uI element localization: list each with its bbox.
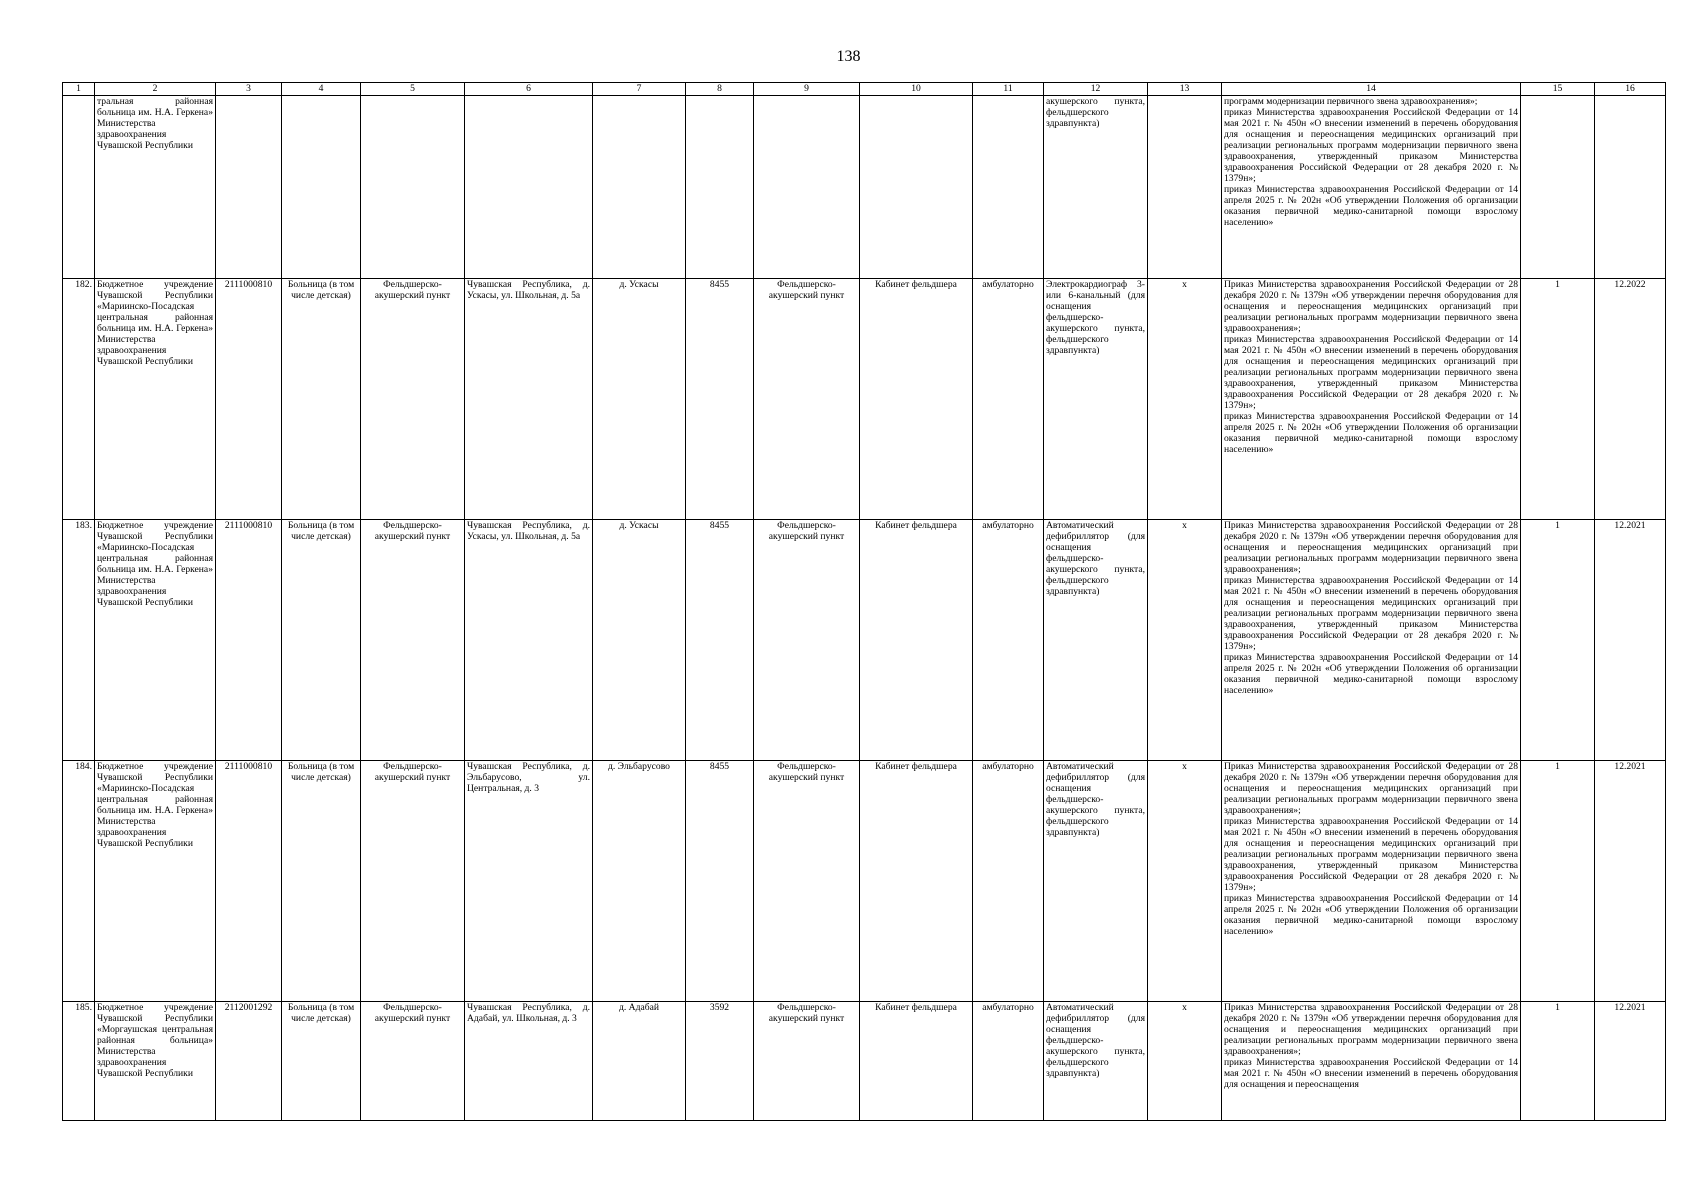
row-number <box>63 96 95 279</box>
equipment-table <box>62 82 1666 1121</box>
legal-basis-cell: программ модернизации первичного звена здравоохранения»; приказ Министерства здравоохранения Российской Федерации от 14 мая 2021 г. № 450н «О внесении изменений в перечень оборудования для оснащения и переоснащения медицинских организаций при реализации региональных программ модернизации первичного звена здравоохранения, утвержденный приказом Министерства здравоохранения Российской Федерации от 28 декабря 2020 г. № 1379н»; приказ Министерства здравоохранения Российской Федерации от 14 апреля 2025 г. № 202н «Об утверждении Положения об организации оказания первичной медико-санитарной помощи взрослому населению» <box>1222 96 1521 279</box>
column-number-4: 4 <box>282 83 361 96</box>
x-cell: х <box>1148 279 1222 520</box>
column-number-5: 5 <box>361 83 465 96</box>
locality-cell: д. Ускасы <box>593 279 686 520</box>
quantity-cell: 1 <box>1521 279 1595 520</box>
legal-basis-cell: Приказ Министерства здравоохранения Российской Федерации от 28 декабря 2020 г. № 1379н «Об утверждении перечня оборудования для оснащения и переоснащения медицинских организаций при реализации региональных программ модернизации первичного звена здравоохранения»; приказ Министерства здравоохранения Российской Федерации от 14 мая 2021 г. № 450н «О внесении изменений в перечень оборудования для оснащения и переоснащения медицинских организаций при реализации региональных программ модернизации первичного звена здравоохранения, утвержденный приказом Министерства здравоохранения Российской Федерации от 28 декабря 2020 г. № 1379н»; приказ Министерства здравоохранения Российской Федерации от 14 апреля 2025 г. № 202н «Об утверждении Положения об организации оказания первичной медико-санитарной помощи взрослому населению» <box>1222 279 1521 520</box>
locality-cell: д. Ускасы <box>593 520 686 761</box>
date-cell: 12.2021 <box>1595 761 1666 1002</box>
equipment-cell: Автоматический дефибриллятор (для оснащения фельдшерско-акушерского пункта, фельдшерского здравпункта) <box>1044 520 1148 761</box>
locality-cell: д. Адабай <box>593 1002 686 1121</box>
room-cell: Кабинет фельдшера <box>860 1002 973 1121</box>
x-cell <box>1148 96 1222 279</box>
subdivision-cell: Фельдшерско-акушерский пункт <box>361 279 465 520</box>
column-number-3: 3 <box>216 83 282 96</box>
column-number-7: 7 <box>593 83 686 96</box>
date-cell <box>1595 96 1666 279</box>
address-cell: Чувашская Республика, д. Ускасы, ул. Школьная, д. 5а <box>465 520 593 761</box>
column-number-16: 16 <box>1595 83 1666 96</box>
column-number-15: 15 <box>1521 83 1595 96</box>
quantity-cell: 1 <box>1521 1002 1595 1121</box>
x-cell: х <box>1148 520 1222 761</box>
org-type-cell <box>282 96 361 279</box>
legal-basis-cell: Приказ Министерства здравоохранения Российской Федерации от 28 декабря 2020 г. № 1379н «Об утверждении перечня оборудования для оснащения и переоснащения медицинских организаций при реализации региональных программ модернизации первичного звена здравоохранения»; приказ Министерства здравоохранения Российской Федерации от 14 мая 2021 г. № 450н «О внесении изменений в перечень оборудования для оснащения и переоснащения <box>1222 1002 1521 1121</box>
date-cell: 12.2022 <box>1595 279 1666 520</box>
row-number: 183. <box>63 520 95 761</box>
organization-cell: Бюджетное учреждение Чувашской Республики «Мариинско-Посадская центральная районная больница им. Н.А. Геркена» Министерства здравоохранения Чувашской Республики <box>95 761 216 1002</box>
room-cell: Кабинет фельдшера <box>860 520 973 761</box>
table-row <box>63 520 1666 761</box>
table-row <box>63 279 1666 520</box>
care-form-cell: амбулаторно <box>973 1002 1044 1121</box>
subdivision-cell: Фельдшерско-акушерский пункт <box>361 520 465 761</box>
inn-cell: 2111000810 <box>216 520 282 761</box>
unit-cell: Фельдшерско-акушерский пункт <box>754 279 860 520</box>
subdivision-cell: Фельдшерско-акушерский пункт <box>361 1002 465 1121</box>
subdivision-cell <box>361 96 465 279</box>
code-cell: 8455 <box>686 279 754 520</box>
organization-cell: Бюджетное учреждение Чувашской Республики «Моргаушская центральная районная больница» Министерства здравоохранения Чувашской Республики <box>95 1002 216 1121</box>
column-number-11: 11 <box>973 83 1044 96</box>
column-number-row <box>63 83 1666 96</box>
room-cell: Кабинет фельдшера <box>860 279 973 520</box>
row-number: 182. <box>63 279 95 520</box>
inn-cell: 2112001292 <box>216 1002 282 1121</box>
quantity-cell: 1 <box>1521 520 1595 761</box>
care-form-cell: амбулаторно <box>973 520 1044 761</box>
unit-cell: Фельдшерско-акушерский пункт <box>754 1002 860 1121</box>
care-form-cell: амбулаторно <box>973 279 1044 520</box>
date-cell: 12.2021 <box>1595 1002 1666 1121</box>
unit-cell: Фельдшерско-акушерский пункт <box>754 761 860 1002</box>
org-type-cell: Больница (в том числе детская) <box>282 279 361 520</box>
date-cell: 12.2021 <box>1595 520 1666 761</box>
address-cell: Чувашская Республика, д. Эльбарусово, ул. Центральная, д. 3 <box>465 761 593 1002</box>
column-number-1: 1 <box>63 83 95 96</box>
row-number: 185. <box>63 1002 95 1121</box>
code-cell: 8455 <box>686 520 754 761</box>
unit-cell: Фельдшерско-акушерский пункт <box>754 520 860 761</box>
room-cell: Кабинет фельдшера <box>860 761 973 1002</box>
inn-cell: 2111000810 <box>216 761 282 1002</box>
unit-cell <box>754 96 860 279</box>
inn-cell <box>216 96 282 279</box>
column-number-10: 10 <box>860 83 973 96</box>
code-cell: 8455 <box>686 761 754 1002</box>
legal-basis-cell: Приказ Министерства здравоохранения Российской Федерации от 28 декабря 2020 г. № 1379н «Об утверждении перечня оборудования для оснащения и переоснащения медицинских организаций при реализации региональных программ модернизации первичного звена здравоохранения»; приказ Министерства здравоохранения Российской Федерации от 14 мая 2021 г. № 450н «О внесении изменений в перечень оборудования для оснащения и переоснащения медицинских организаций при реализации региональных программ модернизации первичного звена здравоохранения, утвержденный приказом Министерства здравоохранения Российской Федерации от 28 декабря 2020 г. № 1379н»; приказ Министерства здравоохранения Российской Федерации от 14 апреля 2025 г. № 202н «Об утверждении Положения об организации оказания первичной медико-санитарной помощи взрослому населению» <box>1222 761 1521 1002</box>
row-number: 184. <box>63 761 95 1002</box>
x-cell: х <box>1148 761 1222 1002</box>
table-row <box>63 761 1666 1002</box>
address-cell: Чувашская Республика, д. Адабай, ул. Школьная, д. 3 <box>465 1002 593 1121</box>
org-type-cell: Больница (в том числе детская) <box>282 761 361 1002</box>
column-number-2: 2 <box>95 83 216 96</box>
code-cell <box>686 96 754 279</box>
column-number-14: 14 <box>1222 83 1521 96</box>
organization-cell: тральная районная больница им. Н.А. Геркена» Министерства здравоохранения Чувашской Республики <box>95 96 216 279</box>
page-number: 138 <box>836 48 861 65</box>
address-cell: Чувашская Республика, д. Ускасы, ул. Школьная, д. 5а <box>465 279 593 520</box>
locality-cell: д. Эльбарусово <box>593 761 686 1002</box>
address-cell <box>465 96 593 279</box>
locality-cell <box>593 96 686 279</box>
table-row-continuation <box>63 96 1666 279</box>
inn-cell: 2111000810 <box>216 279 282 520</box>
quantity-cell: 1 <box>1521 761 1595 1002</box>
table-body <box>63 96 1666 1121</box>
organization-cell: Бюджетное учреждение Чувашской Республики «Мариинско-Посадская центральная районная больница им. Н.А. Геркена» Министерства здравоохранения Чувашской Республики <box>95 520 216 761</box>
equipment-cell: Автоматический дефибриллятор (для оснащения фельдшерско-акушерского пункта, фельдшерского здравпункта) <box>1044 1002 1148 1121</box>
organization-cell: Бюджетное учреждение Чувашской Республики «Мариинско-Посадская центральная районная больница им. Н.А. Геркена» Министерства здравоохранения Чувашской Республики <box>95 279 216 520</box>
care-form-cell <box>973 96 1044 279</box>
column-number-8: 8 <box>686 83 754 96</box>
code-cell: 3592 <box>686 1002 754 1121</box>
column-number-6: 6 <box>465 83 593 96</box>
legal-basis-cell: Приказ Министерства здравоохранения Российской Федерации от 28 декабря 2020 г. № 1379н «Об утверждении перечня оборудования для оснащения и переоснащения медицинских организаций при реализации региональных программ модернизации первичного звена здравоохранения»; приказ Министерства здравоохранения Российской Федерации от 14 мая 2021 г. № 450н «О внесении изменений в перечень оборудования для оснащения и переоснащения медицинских организаций при реализации региональных программ модернизации первичного звена здравоохранения, утвержденный приказом Министерства здравоохранения Российской Федерации от 28 декабря 2020 г. № 1379н»; приказ Министерства здравоохранения Российской Федерации от 14 апреля 2025 г. № 202н «Об утверждении Положения об организации оказания первичной медико-санитарной помощи взрослому населению» <box>1222 520 1521 761</box>
column-number-9: 9 <box>754 83 860 96</box>
care-form-cell: амбулаторно <box>973 761 1044 1002</box>
equipment-cell: акушерского пункта, фельдшерского здравпункта) <box>1044 96 1148 279</box>
org-type-cell: Больница (в том числе детская) <box>282 520 361 761</box>
table-row <box>63 1002 1666 1121</box>
org-type-cell: Больница (в том числе детская) <box>282 1002 361 1121</box>
room-cell <box>860 96 973 279</box>
subdivision-cell: Фельдшерско-акушерский пункт <box>361 761 465 1002</box>
column-number-13: 13 <box>1148 83 1222 96</box>
column-number-12: 12 <box>1044 83 1148 96</box>
x-cell: х <box>1148 1002 1222 1121</box>
equipment-cell: Автоматический дефибриллятор (для оснащения фельдшерско-акушерского пункта, фельдшерского здравпункта) <box>1044 761 1148 1002</box>
equipment-cell: Электрокардиограф 3- или 6-канальный (для оснащения фельдшерско-акушерского пункта, фельдшерского здравпункта) <box>1044 279 1148 520</box>
quantity-cell <box>1521 96 1595 279</box>
